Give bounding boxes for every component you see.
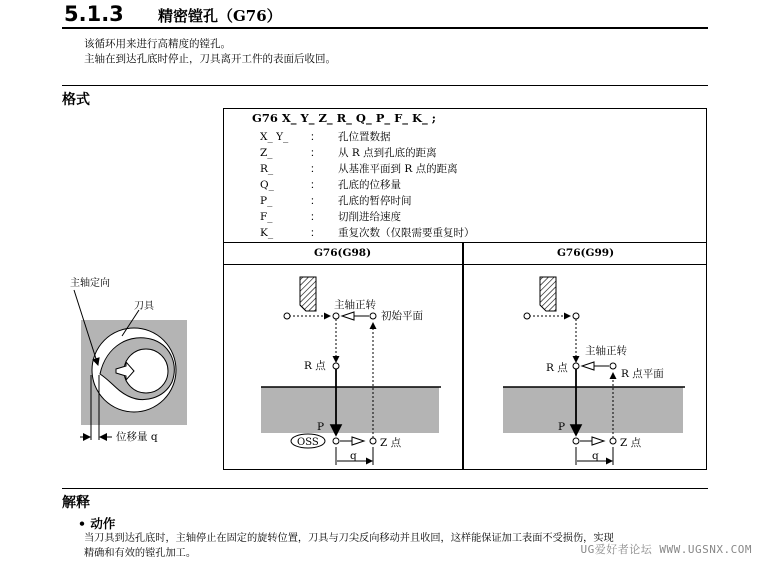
g98-tool-icon	[300, 277, 316, 311]
g99-diagram	[464, 265, 706, 469]
param-code: P_	[260, 195, 273, 207]
param-list	[260, 129, 700, 241]
param-desc: 从基准平面到 R 点的距离	[338, 163, 458, 175]
intro-line-2: 主轴在到达孔底时停止，刀具离开工件的表面后收回。	[84, 53, 336, 65]
g98-z-point	[370, 438, 376, 444]
param-code: F_	[260, 211, 273, 223]
param-colon: ：	[310, 195, 321, 207]
param-colon: ：	[310, 179, 321, 191]
param-code: R_	[260, 163, 274, 175]
g98-p-point	[333, 438, 339, 444]
label-spindle-orient: 主轴定向	[70, 278, 110, 289]
g98-diagram	[224, 265, 462, 469]
param-code: K_	[260, 227, 274, 239]
param-colon: ：	[310, 131, 321, 143]
g98-label-z-point: Z 点	[380, 437, 402, 449]
header-rule	[62, 27, 708, 29]
param-row	[260, 225, 700, 241]
param-row	[260, 209, 700, 225]
g98-label-spindle: 主轴正转	[334, 299, 376, 311]
param-desc: 重复次数（仅限需要重复时）	[338, 227, 475, 239]
explain-rule	[62, 488, 708, 489]
g99-label-z-point: Z 点	[620, 437, 642, 449]
g99-label-q: q	[592, 450, 599, 462]
explain-heading: 解释	[62, 495, 90, 511]
param-desc: 孔底的暂停时间	[338, 195, 412, 207]
param-desc: 孔底的位移量	[338, 179, 401, 191]
g99-label-spindle: 主轴正转	[585, 345, 627, 357]
format-command: G76 X_ Y_ Z_ R_ Q_ P_ F_ K_ ;	[252, 111, 437, 125]
g99-label-p: P	[558, 421, 566, 433]
g98-workpiece	[261, 387, 439, 433]
col-head-g98: G76(G98)	[313, 247, 372, 259]
param-desc: 切削进给速度	[338, 211, 401, 223]
table-divider	[223, 242, 707, 243]
g99-tool-icon	[540, 277, 556, 311]
g99-point	[573, 313, 579, 319]
explain-line-1: 当刀具到达孔底时，主轴停止在固定的旋转位置，刀具与刀尖反向移动并且收回，这样能保证加工表面不受损伤，实现	[84, 533, 614, 544]
explain-subheading: • 动作	[78, 516, 116, 531]
param-colon: ：	[310, 163, 321, 175]
col-head-g99: G76(G99)	[556, 247, 615, 259]
watermark: UG爱好者论坛 WWW.UGSNX.COM	[580, 543, 752, 556]
param-row	[260, 177, 700, 193]
param-code: Q_	[260, 179, 274, 191]
param-desc: 从 R 点到孔底的距离	[338, 147, 437, 159]
param-colon: ：	[310, 211, 321, 223]
g98-spindle-arrow-icon	[342, 312, 369, 320]
g99-r-plane-point	[610, 363, 616, 369]
param-row	[260, 145, 700, 161]
param-colon: ：	[310, 227, 321, 239]
explain-line-2: 精确和有效的镗孔加工。	[84, 548, 197, 559]
format-rule	[62, 85, 708, 86]
g99-shift-arrow-icon	[580, 437, 604, 445]
param-row	[260, 161, 700, 177]
label-shift-q: 位移量 q	[116, 431, 158, 443]
g98-label-r-point: R 点	[304, 360, 326, 372]
intro-line-1: 该循环用来进行高精度的镗孔。	[84, 38, 231, 50]
g98-label-initial-plane: 初始平面	[381, 310, 423, 322]
param-code: X_ Y_	[260, 131, 289, 143]
param-desc: 孔位置数据	[338, 131, 391, 143]
g98-label-p: P	[317, 421, 325, 433]
g98-point	[370, 313, 376, 319]
g98-point	[333, 313, 339, 319]
format-heading: 格式	[62, 92, 90, 108]
label-tool: 刀具	[134, 301, 154, 312]
g99-z-point	[610, 438, 616, 444]
g99-label-r-point: R 点	[546, 362, 568, 374]
g98-label-oss: OSS	[297, 437, 319, 448]
g99-workpiece	[503, 387, 683, 433]
g99-p-point	[573, 438, 579, 444]
g99-r-point	[573, 363, 579, 369]
g98-r-point	[333, 363, 339, 369]
g98-shift-arrow-icon	[340, 437, 364, 445]
section-title: 精密镗孔（G76）	[158, 7, 282, 25]
param-row	[260, 193, 700, 209]
g98-point	[284, 313, 290, 319]
orientation-figure	[60, 270, 222, 450]
section-number: 5.1.3	[64, 2, 124, 26]
g99-spindle-arrow-icon	[582, 362, 609, 370]
g99-label-r-plane: R 点平面	[621, 368, 664, 380]
g98-label-q: q	[350, 450, 357, 462]
param-row	[260, 129, 700, 145]
param-code: Z_	[260, 147, 273, 159]
g99-point	[524, 313, 530, 319]
param-colon: ：	[310, 147, 321, 159]
